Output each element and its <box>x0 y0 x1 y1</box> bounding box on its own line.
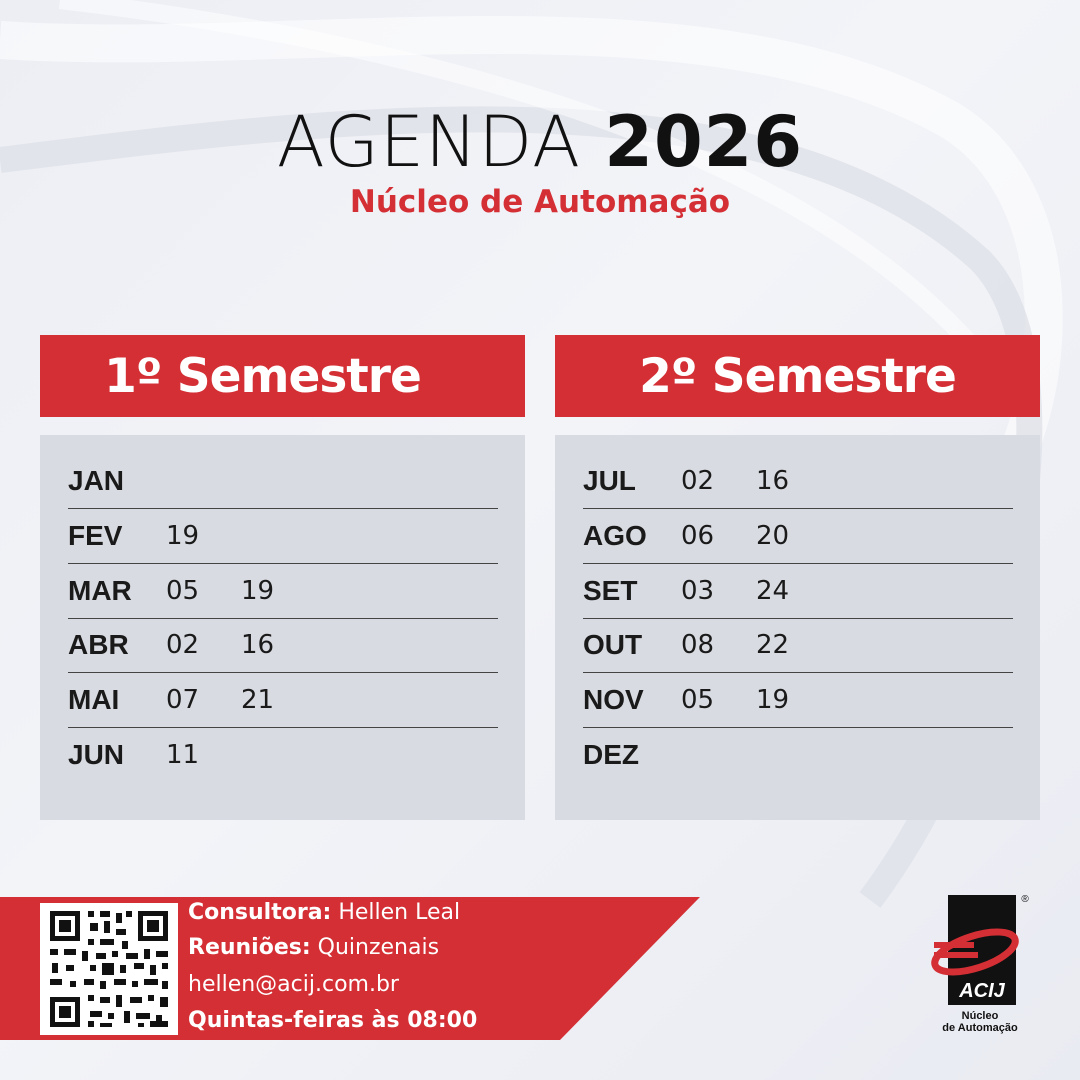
meetings-line <box>188 934 439 961</box>
logo-caption-line1: Núcleo <box>961 1010 999 1022</box>
month-name: MAI <box>68 683 120 715</box>
month-row <box>68 617 498 673</box>
month-name: JUN <box>68 738 125 770</box>
meeting-date: 19 <box>756 684 790 715</box>
meeting-date: 02 <box>681 465 715 496</box>
meeting-date: 05 <box>166 575 200 606</box>
month-name: JAN <box>68 464 125 496</box>
consultant-line <box>188 899 460 926</box>
month-name: FEV <box>68 519 123 551</box>
meeting-date: 16 <box>756 465 790 496</box>
month-name: SET <box>583 574 638 606</box>
meeting-date: 20 <box>756 520 790 551</box>
title-year: 2026 <box>604 101 804 183</box>
semester-1-header: 1º Semestre <box>40 335 525 417</box>
month-name: DEZ <box>583 738 639 770</box>
meeting-date: 22 <box>756 629 790 660</box>
semester-2-panel <box>555 435 1040 820</box>
logo-name: ACIJ <box>959 980 1005 1002</box>
month-name: NOV <box>583 683 644 715</box>
consultant-name: Hellen Leal <box>338 900 461 925</box>
registered-mark: ® <box>1021 894 1029 905</box>
meeting-date: 02 <box>166 629 200 660</box>
month-row <box>68 727 498 782</box>
logo-caption <box>925 1010 1035 1034</box>
meeting-date: 11 <box>166 739 200 770</box>
semester-1-panel <box>40 435 525 820</box>
title-agenda: AGENDA <box>276 101 581 183</box>
meeting-date: 07 <box>166 684 200 715</box>
month-row <box>68 508 498 564</box>
semester-2-header: 2º Semestre <box>555 335 1040 417</box>
month-name: OUT <box>583 628 643 660</box>
meeting-date: 21 <box>241 684 275 715</box>
month-name: MAR <box>68 574 132 606</box>
month-row <box>583 453 1013 509</box>
meeting-date: 08 <box>681 629 715 660</box>
month-row <box>68 453 498 509</box>
logo-caption-line2: de Automação <box>942 1022 1018 1034</box>
qr-code-icon <box>40 903 178 1035</box>
month-row <box>583 563 1013 619</box>
month-row <box>583 508 1013 564</box>
qr-code[interactable] <box>40 903 178 1035</box>
email-link[interactable]: hellen@acij.com.br <box>188 972 399 997</box>
meetings-label: Reuniões: <box>188 935 311 960</box>
meeting-date: 16 <box>241 629 275 660</box>
month-row <box>583 727 1013 782</box>
month-name: AGO <box>583 519 647 551</box>
month-row <box>583 672 1013 728</box>
schedule-line <box>188 1007 477 1034</box>
month-name: JUL <box>583 464 636 496</box>
month-row <box>583 617 1013 673</box>
meeting-date: 03 <box>681 575 715 606</box>
consultant-label: Consultora: <box>188 900 332 925</box>
meetings-frequency: Quinzenais <box>317 935 440 960</box>
meeting-date: 19 <box>166 520 200 551</box>
month-name: ABR <box>68 628 129 660</box>
meeting-date: 06 <box>681 520 715 551</box>
meeting-date: 24 <box>756 575 790 606</box>
page-title <box>0 100 1080 184</box>
month-row <box>68 672 498 728</box>
meeting-date: 19 <box>241 575 275 606</box>
meeting-date: 05 <box>681 684 715 715</box>
month-row <box>68 563 498 619</box>
page-subtitle: Núcleo de Automação <box>349 184 731 220</box>
schedule-text: Quintas-feiras às 08:00 <box>188 1008 478 1033</box>
